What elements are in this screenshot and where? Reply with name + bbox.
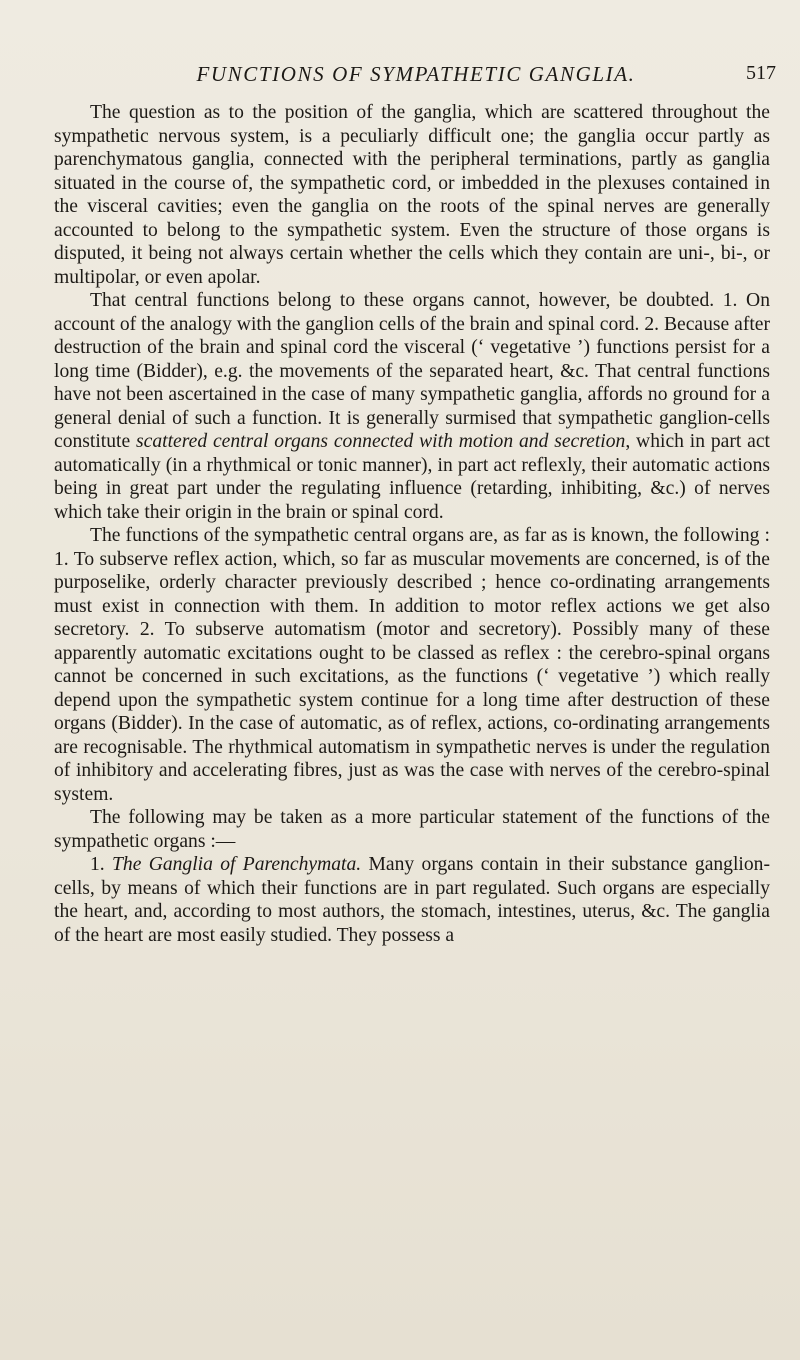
paragraph-ganglia-parenchymata xyxy=(54,853,770,947)
paragraph-statement-intro: The following may be taken as a more particular statement of the functions of the sympathetic organs :— xyxy=(54,807,770,852)
paragraph-text: 1. xyxy=(90,854,112,875)
page-number: 517 xyxy=(746,62,776,84)
paragraph-ganglia-position: The question as to the position of the ganglia, which are scattered throughout the sympathetic nervous system, is a peculiarly difficult one; the ganglia occur partly as parenchymatous ganglia, connected with the peripheral terminations, partly as ganglia situated in the course of, the sympathetic cord, or imbedded in the plexuses contained in the visceral cavities; even the ganglia on the roots of the spinal nerves are generally accounted to belong to the sympathetic system. Even the structure of those organs is disputed, it being not always certain whether the cells which they contain are uni-, bi-, or multipolar, or even apolar. xyxy=(54,102,770,288)
running-header xyxy=(40,62,776,90)
paragraph-text: That central functions belong to these organs cannot, however, be doubted. 1. On account of the analogy with the ganglion cells of the brain and spinal cord. 2. Because after destruction of the brain and spinal cord the visceral (‘ vegetative ’) functions persist for a long time (Bidder), e.g. the movements of the separated heart, &c. That central functions have not been ascertained in the case of many sympathetic ganglia, affords no ground for a general denial of such a function. It is generally surmised that sympathetic ganglion-cells constitute xyxy=(54,290,771,452)
paragraph-text: Many organs contain in their substance ganglion-cells, by means of which their functions are in part regulated. Such organs are especially the heart, and, according to most authors, the stomach, intestines, uterus, &c. The ganglia of the heart are most easily studied. They possess a xyxy=(54,854,770,946)
paragraph-sympathetic-functions: The functions of the sympathetic central organs are, as far as is known, the following : 1. To subserve reflex action, which, so far as muscular movements are concerned, is of the purposelike, orderly character previously described ; hence co-ordinating arrangements must exist in connection with them. In addition to motor reflex actions we get also secretory. 2. To subserve automatism (motor and secretory). Possibly many of these apparently automatic excitations ought to be classed as reflex : the cerebro-spinal organs cannot be concerned in such excitations, as the functions (‘ vegetative ’) which really depend upon the sympathetic system continue for a long time after destruction of these organs (Bidder). In the case of automatic, as of reflex, actions, co-ordinating arrangements are recognisable. The rhythmical automatism in sympathetic nerves is under the regulation of inhibitory and accelerating fibres, just as was the case with nerves of the cerebro-spinal system. xyxy=(54,525,770,805)
paragraph-central-functions xyxy=(54,289,770,524)
running-title: FUNCTIONS OF SYMPATHETIC GANGLIA. xyxy=(196,62,636,86)
section-heading: The Ganglia of Parenchymata. xyxy=(112,854,362,875)
emphasis-text: scattered central organs connected with motion and secretion xyxy=(136,431,626,452)
body-text xyxy=(54,101,770,947)
paragraph-text: , which in part act automatically (in a rhythmical or tonic manner), in part act reflexly, their automatic actions being in great part under the regulating influence (retarding, inhibiting, &c.) of nerves which take their origin in the brain or spinal cord. xyxy=(54,431,770,523)
